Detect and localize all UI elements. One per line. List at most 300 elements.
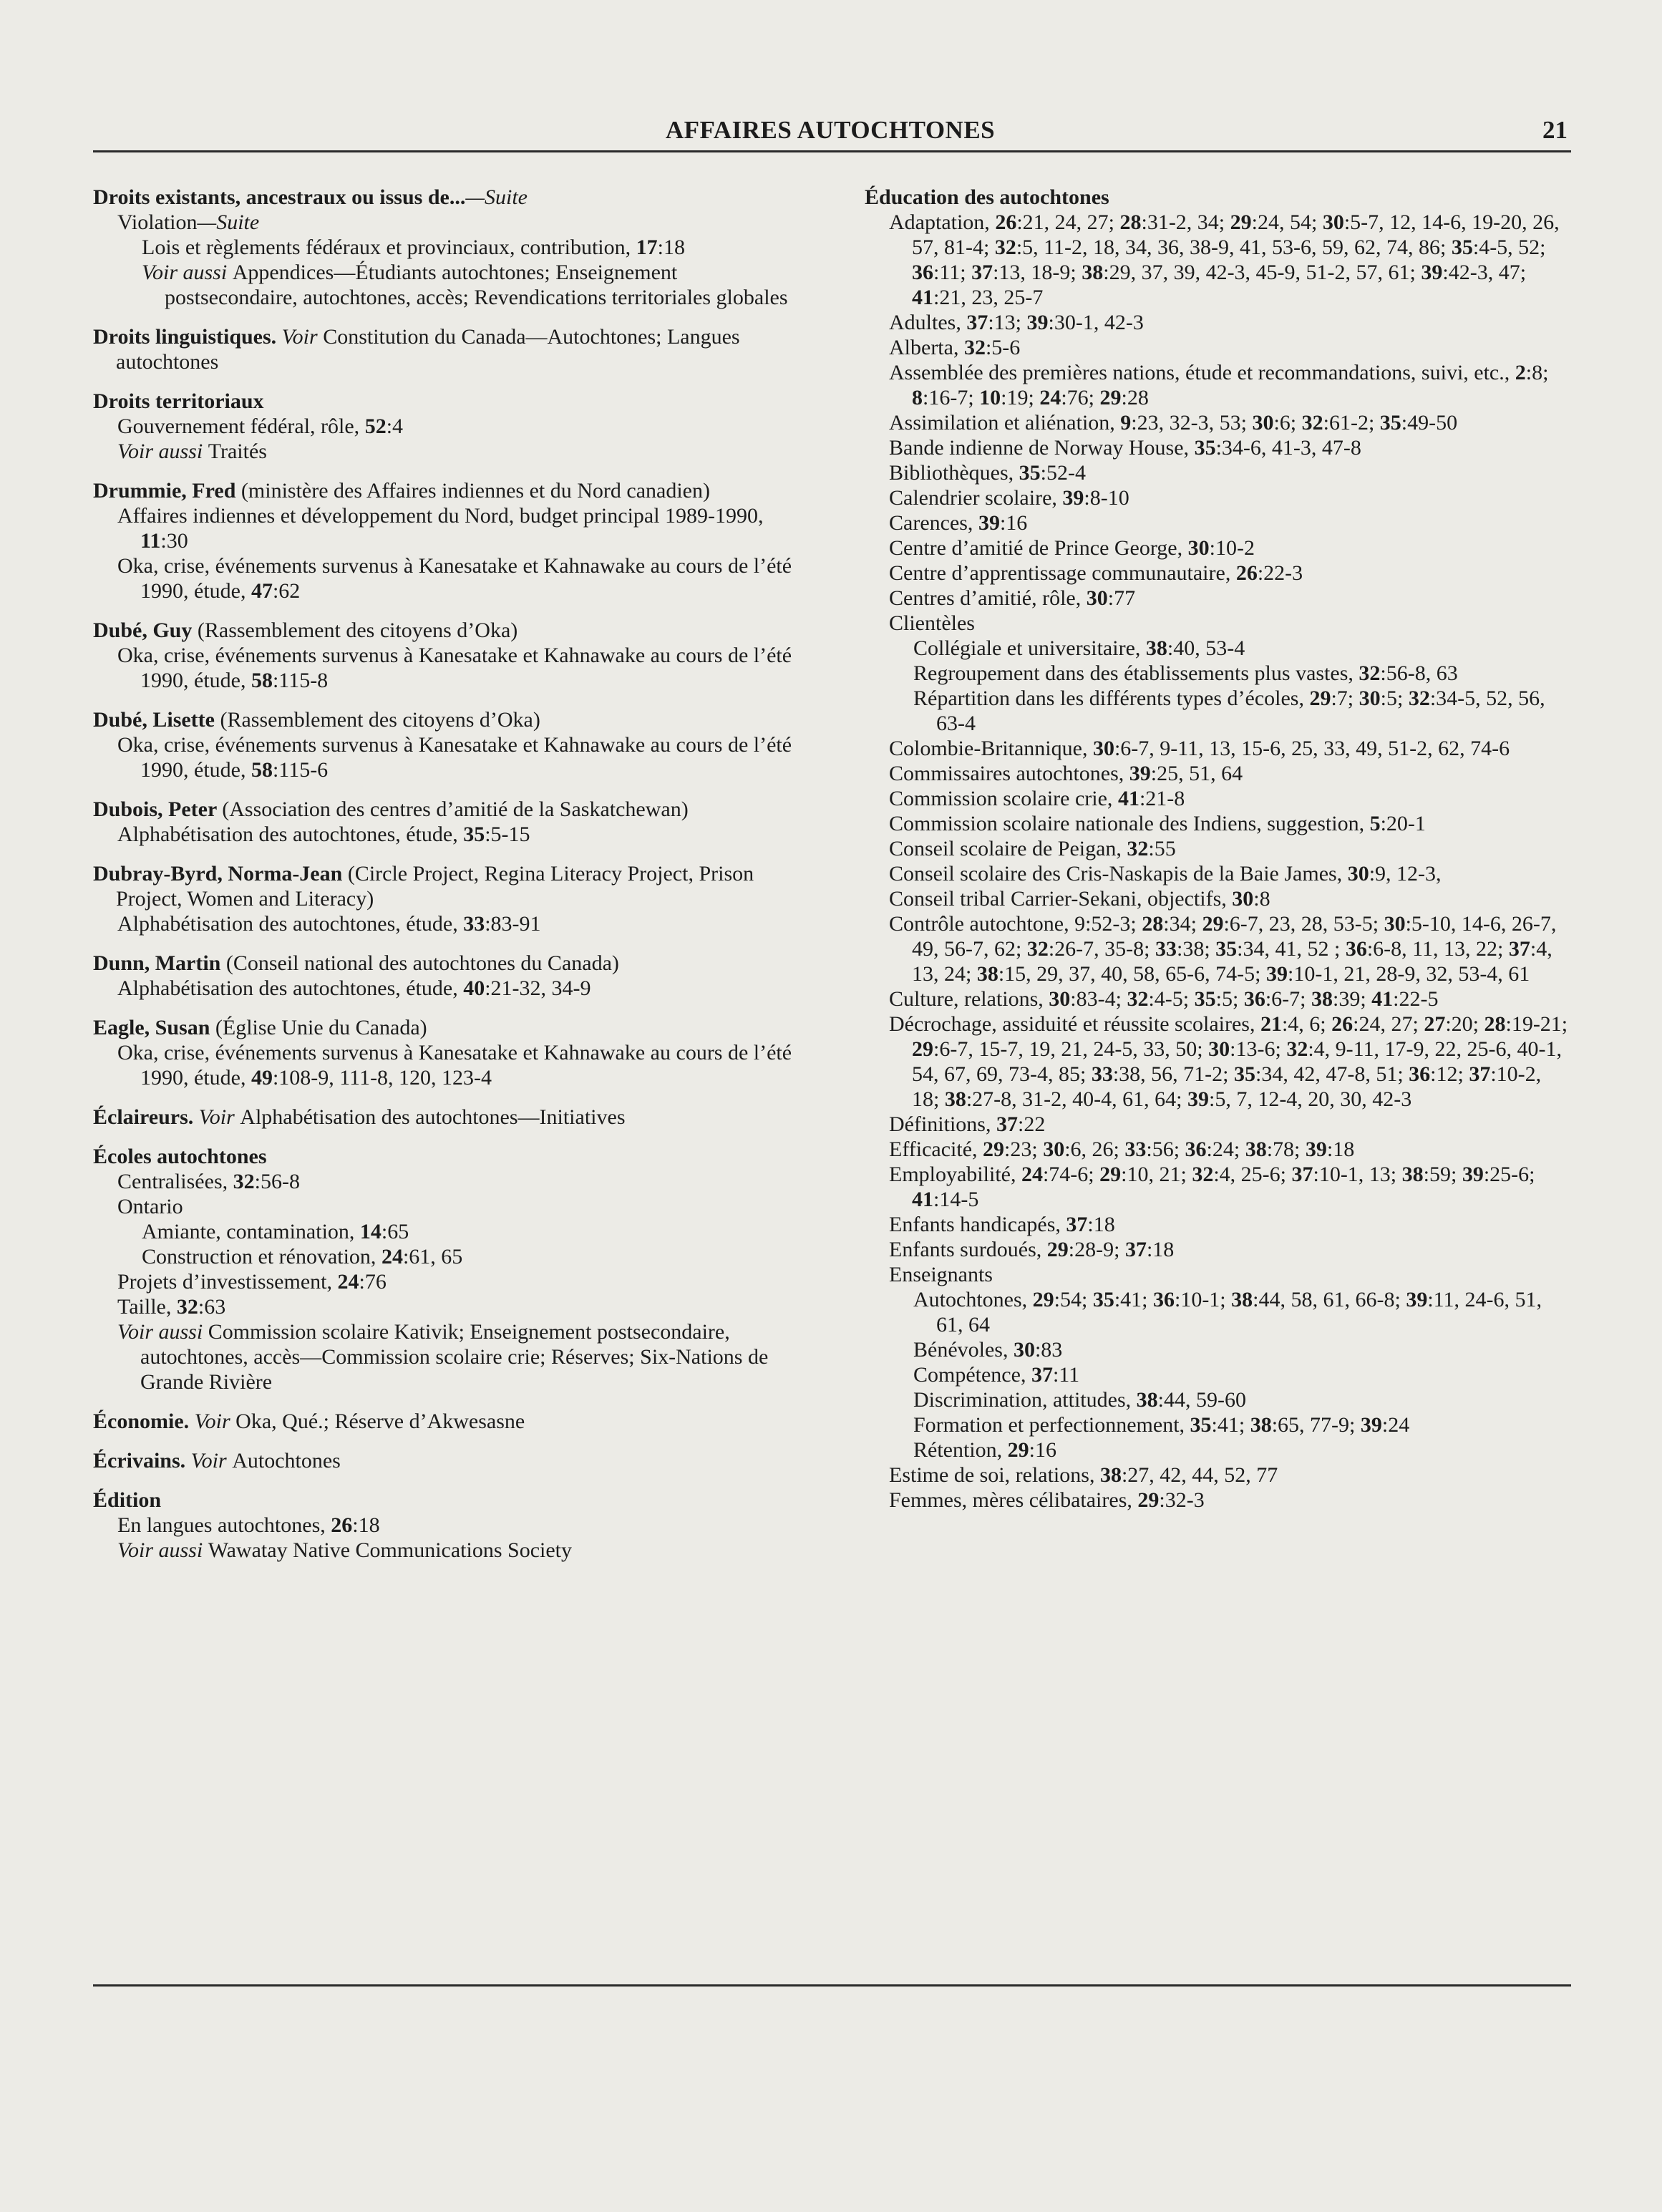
entry-heading-line bbox=[93, 618, 809, 643]
entry-heading: Droits existants, ancestraux ou issus de... bbox=[93, 185, 466, 209]
entry-heading: Édition bbox=[93, 1488, 162, 1512]
page-reference: Conseil scolaire de Peigan, bbox=[889, 837, 1127, 860]
cross-reference-target: Appendices—Étudiants autochtones; Enseignement postsecondaire, autochtones, accès; Revendications territoriales globales bbox=[165, 261, 788, 309]
page-reference: :7; bbox=[1331, 687, 1359, 710]
page-reference: Adultes, bbox=[889, 311, 967, 334]
entry-heading: Dubois, Peter bbox=[93, 797, 223, 821]
page-reference: :115-6 bbox=[272, 758, 329, 782]
entry-heading-line bbox=[93, 1409, 809, 1434]
page-reference: :18 bbox=[352, 1513, 380, 1537]
entry-heading-line bbox=[93, 1448, 809, 1473]
volume-number: 41 bbox=[912, 1188, 933, 1211]
footer-rule bbox=[93, 1984, 1571, 1987]
volume-number: 39 bbox=[1462, 1163, 1484, 1186]
page-reference: :21, 23, 25-7 bbox=[933, 286, 1044, 309]
page-reference: Oka, crise, événements survenus à Kanesatake et Kahnawake au cours de l’été 1990, étude, bbox=[117, 1041, 792, 1090]
page-reference: :44, 58, 61, 66-8; bbox=[1253, 1288, 1406, 1311]
page-reference: Bande indienne de Norway House, bbox=[889, 436, 1195, 460]
subentry-line bbox=[889, 1162, 1573, 1212]
subentry-line bbox=[889, 460, 1573, 485]
index-entry bbox=[93, 1144, 809, 1394]
subentry-line bbox=[889, 761, 1573, 786]
entry-heading: Écrivains. bbox=[93, 1449, 191, 1473]
page-reference: :56-8, 63 bbox=[1380, 661, 1458, 685]
page-reference: :8 bbox=[1253, 887, 1270, 911]
cross-reference-target: Commission scolaire Kativik; Enseignement postsecondaire, autochtones, accès—Commission scolaire crie; Réserves; Six-Nations de Grande Rivière bbox=[140, 1320, 769, 1394]
page-reference: Employabilité, bbox=[889, 1163, 1021, 1186]
volume-number: 21 bbox=[1260, 1012, 1282, 1036]
subentry-line bbox=[889, 1262, 1573, 1287]
entry-heading: Dubé, Guy bbox=[93, 619, 198, 642]
cross-reference-label: Voir bbox=[194, 1410, 236, 1433]
page-reference: :6-7, 23, 28, 53-5; bbox=[1223, 912, 1384, 936]
entry-heading: Dunn, Martin bbox=[93, 951, 226, 975]
entry-description: (Rassemblement des citoyens d’Oka) bbox=[220, 708, 540, 732]
page-reference: Alphabétisation des autochtones, étude, bbox=[117, 976, 464, 1000]
page-reference: :16-7; bbox=[923, 386, 980, 409]
volume-number: 26 bbox=[331, 1513, 353, 1537]
page-reference: :20-1 bbox=[1380, 812, 1426, 835]
volume-number: 33 bbox=[463, 912, 485, 936]
page-reference: :24, 27; bbox=[1353, 1012, 1424, 1036]
index-entry bbox=[93, 618, 809, 693]
subentry-line bbox=[889, 836, 1573, 861]
volume-number: 24 bbox=[337, 1270, 359, 1294]
volume-number: 2 bbox=[1515, 361, 1526, 384]
volume-number: 39 bbox=[978, 511, 1000, 535]
page-reference: :61, 65 bbox=[402, 1245, 463, 1268]
volume-number: 37 bbox=[971, 261, 993, 284]
volume-number: 29 bbox=[1309, 687, 1331, 710]
cross-reference-label: Voir aussi bbox=[117, 1320, 208, 1344]
index-entry bbox=[93, 478, 809, 603]
volume-number: 58 bbox=[251, 758, 273, 782]
cross-reference-target: Autochtones bbox=[232, 1449, 341, 1473]
page-reference: :4, 6; bbox=[1281, 1012, 1332, 1036]
subentry-line bbox=[117, 1169, 809, 1194]
page-reference: Commission scolaire crie, bbox=[889, 787, 1118, 810]
subentry-line bbox=[142, 260, 809, 310]
volume-number: 39 bbox=[1266, 962, 1288, 986]
volume-number: 14 bbox=[359, 1220, 382, 1243]
page-reference: :5; bbox=[1380, 687, 1409, 710]
page-reference: Formation et perfectionnement, bbox=[913, 1413, 1190, 1437]
subentry-line bbox=[117, 210, 809, 235]
volume-number: 10 bbox=[979, 386, 1001, 409]
volume-number: 33 bbox=[1124, 1137, 1147, 1161]
subentry-line bbox=[913, 661, 1573, 686]
page-number: 21 bbox=[1542, 116, 1568, 144]
page-reference: Centralisées, bbox=[117, 1170, 233, 1193]
volume-number: 39 bbox=[1406, 1288, 1428, 1311]
subentry-line bbox=[889, 210, 1573, 310]
page-reference: Carences, bbox=[889, 511, 978, 535]
cross-reference-target: Oka, Qué.; Réserve d’Akwesasne bbox=[235, 1410, 525, 1433]
volume-number: 29 bbox=[1032, 1288, 1054, 1311]
page-reference: :34-6, 41-3, 47-8 bbox=[1215, 436, 1361, 460]
entry-description: (Conseil national des autochtones du Canada) bbox=[225, 951, 619, 975]
subentry-text: Ontario bbox=[117, 1195, 183, 1218]
page-reference: :14-5 bbox=[933, 1188, 979, 1211]
volume-number: 39 bbox=[1305, 1137, 1327, 1161]
page-header bbox=[93, 116, 1568, 152]
subentry-line bbox=[117, 643, 809, 693]
page-reference: :26-7, 35-8; bbox=[1048, 937, 1155, 961]
page-reference: :76 bbox=[359, 1270, 387, 1294]
subentry-line bbox=[889, 986, 1573, 1012]
entry-description: (Circle Project, Regina Literacy Project, Prison Project, Women and Literacy) bbox=[116, 862, 754, 911]
page-reference: :28-9; bbox=[1068, 1238, 1125, 1261]
page-reference: :74-6; bbox=[1042, 1163, 1100, 1186]
page-reference: :16 bbox=[1029, 1438, 1056, 1462]
subentry-line bbox=[889, 1012, 1573, 1112]
index-entry bbox=[93, 185, 809, 310]
volume-number: 30 bbox=[1187, 536, 1210, 560]
page-reference: :56; bbox=[1146, 1137, 1185, 1161]
page-reference: :6; bbox=[1273, 411, 1302, 435]
page-reference: :6-7, 15-7, 19, 21, 24-5, 33, 50; bbox=[933, 1037, 1209, 1061]
volume-number: 41 bbox=[1117, 787, 1139, 810]
page-reference: :77 bbox=[1107, 586, 1136, 610]
subentry-line bbox=[117, 976, 809, 1001]
page-reference: :115-8 bbox=[272, 669, 329, 692]
subentry-line bbox=[117, 553, 809, 603]
page-reference: Répartition dans les différents types d’écoles, bbox=[913, 687, 1310, 710]
volume-number: 29 bbox=[983, 1137, 1005, 1161]
volume-number: 17 bbox=[636, 236, 658, 259]
page-reference: Collégiale et universitaire, bbox=[913, 636, 1146, 660]
page-reference: Amiante, contamination, bbox=[142, 1220, 360, 1243]
volume-number: 30 bbox=[1359, 687, 1381, 710]
entry-heading: Éducation des autochtones bbox=[865, 185, 1109, 209]
volume-number: 32 bbox=[1192, 1163, 1214, 1186]
subentry-line bbox=[889, 736, 1573, 761]
volume-number: 26 bbox=[1331, 1012, 1354, 1036]
volume-number: 35 bbox=[1190, 1413, 1212, 1437]
volume-number: 33 bbox=[1091, 1062, 1113, 1086]
page-reference: Alberta, bbox=[889, 336, 964, 359]
cross-reference-label: Voir bbox=[281, 325, 324, 349]
page-reference: :15, 29, 37, 40, 58, 65-6, 74-5; bbox=[998, 962, 1266, 986]
volume-number: 27 bbox=[1424, 1012, 1446, 1036]
page-reference: :29, 37, 39, 42-3, 45-9, 51-2, 57, 61; bbox=[1103, 261, 1422, 284]
index-entry bbox=[93, 1015, 809, 1090]
page-reference: :4, 25-6; bbox=[1213, 1163, 1292, 1186]
volume-number: 36 bbox=[1345, 937, 1367, 961]
cross-reference-label: Voir bbox=[198, 1105, 240, 1129]
subentry-line bbox=[117, 503, 809, 553]
cross-reference-target: Traités bbox=[208, 440, 267, 463]
page-reference: :76; bbox=[1061, 386, 1100, 409]
volume-number: 30 bbox=[1049, 987, 1071, 1011]
volume-number: 38 bbox=[1231, 1288, 1253, 1311]
page-reference: :54; bbox=[1054, 1288, 1093, 1311]
volume-number: 38 bbox=[1145, 636, 1167, 660]
index-entry bbox=[93, 1409, 809, 1434]
index-entry bbox=[93, 1448, 809, 1473]
volume-number: 29 bbox=[1230, 210, 1252, 234]
subentry-line bbox=[889, 861, 1573, 886]
volume-number: 37 bbox=[1066, 1213, 1088, 1236]
page-reference: :55 bbox=[1148, 837, 1176, 860]
index-column-right bbox=[865, 185, 1573, 1527]
subentry-line bbox=[117, 1513, 809, 1538]
entry-heading-line bbox=[93, 185, 809, 210]
subentry-line bbox=[889, 586, 1573, 611]
volume-number: 24 bbox=[381, 1245, 403, 1268]
volume-number: 11 bbox=[140, 529, 161, 553]
volume-number: 35 bbox=[1379, 411, 1401, 435]
index-entry bbox=[93, 1488, 809, 1563]
volume-number: 35 bbox=[1019, 461, 1041, 485]
page-reference: Conseil scolaire des Cris-Naskapis de la Baie James, bbox=[889, 862, 1348, 886]
page-reference: Commissaires autochtones, bbox=[889, 762, 1129, 785]
entry-description: (Église Unie du Canada) bbox=[215, 1016, 427, 1039]
page-reference: :13, 18-9; bbox=[993, 261, 1082, 284]
page-reference: :83-4; bbox=[1070, 987, 1127, 1011]
volume-number: 38 bbox=[1401, 1163, 1424, 1186]
volume-number: 38 bbox=[1099, 1463, 1122, 1487]
page-reference: :23, 32-3, 53; bbox=[1131, 411, 1253, 435]
volume-number: 30 bbox=[1086, 586, 1108, 610]
volume-number: 40 bbox=[463, 976, 485, 1000]
index-entry bbox=[93, 797, 809, 847]
page-reference: :4-5, 52; bbox=[1472, 236, 1546, 259]
volume-number: 39 bbox=[1129, 762, 1151, 785]
page-reference: :6, 26; bbox=[1064, 1137, 1125, 1161]
entry-heading-line bbox=[93, 1488, 809, 1513]
volume-number: 32 bbox=[1026, 937, 1049, 961]
page-reference: Assemblée des premières nations, étude et recommandations, suivi, etc., bbox=[889, 361, 1515, 384]
subentry-line bbox=[913, 686, 1573, 736]
volume-number: 58 bbox=[251, 669, 273, 692]
page-reference: :12; bbox=[1430, 1062, 1469, 1086]
page-reference: :27, 42, 44, 52, 77 bbox=[1121, 1463, 1278, 1487]
volume-number: 29 bbox=[1007, 1438, 1029, 1462]
cross-reference-target: Constitution du Canada—Autochtones; Langues autochtones bbox=[116, 325, 740, 374]
entry-heading-line bbox=[93, 951, 809, 976]
volume-number: 38 bbox=[1082, 261, 1104, 284]
volume-number: 37 bbox=[1124, 1238, 1147, 1261]
page-reference: Décrochage, assiduité et réussite scolaires, bbox=[889, 1012, 1260, 1036]
page-reference: :65 bbox=[381, 1220, 409, 1243]
cross-reference-label: Voir aussi bbox=[117, 1538, 208, 1562]
page-reference: :18 bbox=[657, 236, 685, 259]
volume-number: 24 bbox=[1021, 1163, 1043, 1186]
volume-number: 32 bbox=[1127, 987, 1149, 1011]
entry-heading: Écoles autochtones bbox=[93, 1145, 267, 1168]
volume-number: 38 bbox=[1311, 987, 1333, 1011]
subentry-line bbox=[889, 360, 1573, 410]
volume-number: 36 bbox=[1185, 1137, 1207, 1161]
volume-number: 30 bbox=[1347, 862, 1369, 886]
volume-number: 37 bbox=[1469, 1062, 1491, 1086]
page-reference: :9, 12-3, bbox=[1369, 862, 1442, 886]
page-reference: :5-6 bbox=[985, 336, 1021, 359]
page-reference: :21-8 bbox=[1139, 787, 1185, 810]
volume-number: 35 bbox=[463, 823, 485, 846]
page-reference: Femmes, mères célibataires, bbox=[889, 1488, 1138, 1512]
subentry-line bbox=[889, 485, 1573, 510]
page-reference: :11 bbox=[1052, 1363, 1080, 1387]
page-reference: :18 bbox=[1146, 1238, 1175, 1261]
volume-number: 37 bbox=[1031, 1363, 1053, 1387]
page-reference: :24; bbox=[1206, 1137, 1245, 1161]
volume-number: 30 bbox=[1252, 411, 1274, 435]
page-reference: Lois et règlements fédéraux et provinciaux, contribution, bbox=[142, 236, 636, 259]
subentry-line bbox=[117, 1319, 809, 1394]
volume-number: 32 bbox=[1286, 1037, 1308, 1061]
page-reference: :61-2; bbox=[1323, 411, 1380, 435]
page-reference: :13; bbox=[988, 311, 1027, 334]
page-reference: Oka, crise, événements survenus à Kanesatake et Kahnawake au cours de l’été 1990, étude, bbox=[117, 644, 792, 692]
page-reference: :41; bbox=[1211, 1413, 1250, 1437]
volume-number: 37 bbox=[1508, 937, 1530, 961]
cross-reference-target: Alphabétisation des autochtones—Initiatives bbox=[240, 1105, 626, 1129]
index-column-left bbox=[93, 185, 809, 1577]
continued-label: —Suite bbox=[197, 210, 260, 234]
page-reference: :21, 24, 27; bbox=[1016, 210, 1120, 234]
page-reference: :34, 41, 52 ; bbox=[1237, 937, 1346, 961]
volume-number: 28 bbox=[1484, 1012, 1506, 1036]
volume-number: 32 bbox=[1359, 661, 1381, 685]
page-reference: :23; bbox=[1004, 1137, 1044, 1161]
page-reference: :42-3, 47; bbox=[1442, 261, 1527, 284]
volume-number: 39 bbox=[1062, 486, 1084, 510]
page-reference: :39; bbox=[1332, 987, 1372, 1011]
page-reference: :10-1; bbox=[1174, 1288, 1232, 1311]
subentry-text: Enseignants bbox=[889, 1263, 993, 1286]
subentry-line bbox=[889, 1237, 1573, 1262]
subentry-line bbox=[889, 561, 1573, 586]
subentry-line bbox=[913, 1412, 1573, 1437]
subentry-line bbox=[117, 822, 809, 847]
volume-number: 30 bbox=[1013, 1338, 1035, 1362]
volume-number: 26 bbox=[1235, 561, 1258, 585]
subentry-line bbox=[889, 1212, 1573, 1237]
subentry-line bbox=[117, 1294, 809, 1319]
entry-heading-line bbox=[93, 797, 809, 822]
running-head: AFFAIRES AUTOCHTONES bbox=[665, 116, 996, 144]
page-reference: :10, 21; bbox=[1121, 1163, 1192, 1186]
entry-heading-line bbox=[93, 389, 809, 414]
volume-number: 30 bbox=[1232, 887, 1254, 911]
page-reference: :16 bbox=[999, 511, 1028, 535]
volume-number: 29 bbox=[912, 1037, 933, 1061]
subentry-line bbox=[889, 335, 1573, 360]
page-reference: Commission scolaire nationale des Indiens, suggestion, bbox=[889, 812, 1370, 835]
page-reference: :108-9, 111-8, 120, 123-4 bbox=[272, 1066, 492, 1090]
page-reference: :34, 42, 47-8, 51; bbox=[1255, 1062, 1409, 1086]
volume-number: 38 bbox=[1250, 1413, 1272, 1437]
page-reference: :27-8, 31-2, 40-4, 61, 64; bbox=[966, 1087, 1187, 1111]
volume-number: 39 bbox=[1360, 1413, 1382, 1437]
volume-number: 37 bbox=[1291, 1163, 1313, 1186]
subentry-text: Violation bbox=[117, 210, 198, 234]
index-entry bbox=[93, 861, 809, 936]
volume-number: 35 bbox=[1194, 436, 1216, 460]
subentry-line bbox=[117, 732, 809, 782]
page-reference: :10-1, 21, 28-9, 32, 53-4, 61 bbox=[1288, 962, 1530, 986]
cross-reference-label: Voir aussi bbox=[142, 261, 233, 284]
volume-number: 36 bbox=[1152, 1288, 1175, 1311]
page-reference: :6-7; bbox=[1265, 987, 1311, 1011]
subentry-line bbox=[889, 510, 1573, 535]
volume-number: 47 bbox=[251, 579, 273, 603]
page-reference: :30 bbox=[160, 529, 188, 553]
entry-description: (Rassemblement des citoyens d’Oka) bbox=[197, 619, 518, 642]
volume-number: 52 bbox=[364, 414, 387, 438]
subentry-line bbox=[889, 886, 1573, 911]
volume-number: 29 bbox=[1046, 1238, 1069, 1261]
volume-number: 41 bbox=[1371, 987, 1394, 1011]
page-reference: :32-3 bbox=[1159, 1488, 1205, 1512]
page-reference: Bénévoles, bbox=[913, 1338, 1014, 1362]
page-reference: Assimilation et aliénation, bbox=[889, 411, 1121, 435]
page-reference: :5-7, 12, 14-6, 19-20, 26, 57, 81-4; bbox=[912, 210, 1560, 259]
volume-number: 32 bbox=[994, 236, 1016, 259]
page-reference: :38; bbox=[1176, 937, 1216, 961]
page-reference: Colombie-Britannique, bbox=[889, 737, 1093, 760]
volume-number: 30 bbox=[1208, 1037, 1230, 1061]
subentry-line bbox=[913, 1387, 1573, 1412]
volume-number: 29 bbox=[1137, 1488, 1160, 1512]
page-reference: Centres d’amitié, rôle, bbox=[889, 586, 1087, 610]
page-reference: :49-50 bbox=[1401, 411, 1458, 435]
volume-number: 38 bbox=[976, 962, 998, 986]
page-reference: :22-5 bbox=[1393, 987, 1439, 1011]
subentry-line bbox=[889, 786, 1573, 811]
page-reference: :10-1, 13; bbox=[1313, 1163, 1402, 1186]
volume-number: 8 bbox=[912, 386, 923, 409]
page-reference: Bibliothèques, bbox=[889, 461, 1019, 485]
cross-reference-label: Voir bbox=[190, 1449, 233, 1473]
page-reference: Regroupement dans des établissements plus vastes, bbox=[913, 661, 1359, 685]
page-reference: :24 bbox=[1381, 1413, 1410, 1437]
volume-number: 35 bbox=[1451, 236, 1473, 259]
subentry-line bbox=[889, 1488, 1573, 1513]
subentry-line bbox=[913, 1362, 1573, 1387]
volume-number: 38 bbox=[1136, 1388, 1158, 1412]
volume-number: 28 bbox=[1119, 210, 1142, 234]
page-reference: :11; bbox=[933, 261, 972, 284]
volume-number: 35 bbox=[1234, 1062, 1255, 1086]
subentry-line bbox=[142, 235, 809, 260]
volume-number: 30 bbox=[1092, 737, 1114, 760]
page-reference: :8; bbox=[1525, 361, 1549, 384]
page-reference: Projets d’investissement, bbox=[117, 1270, 338, 1294]
page-reference: :10-2 bbox=[1209, 536, 1255, 560]
page-reference: En langues autochtones, bbox=[117, 1513, 331, 1537]
subentry-line bbox=[889, 811, 1573, 836]
volume-number: 5 bbox=[1369, 812, 1381, 835]
subentry-line bbox=[117, 1269, 809, 1294]
volume-number: 36 bbox=[912, 261, 933, 284]
entry-heading-line bbox=[93, 861, 809, 911]
page-reference: :5, 7, 12-4, 20, 30, 42-3 bbox=[1208, 1087, 1412, 1111]
volume-number: 24 bbox=[1039, 386, 1061, 409]
page-reference: :83-91 bbox=[485, 912, 541, 936]
page-reference: Centre d’amitié de Prince George, bbox=[889, 536, 1188, 560]
subentry-line bbox=[889, 1137, 1573, 1162]
entry-heading: Eagle, Susan bbox=[93, 1016, 215, 1039]
volume-number: 35 bbox=[1215, 937, 1238, 961]
volume-number: 39 bbox=[1026, 311, 1049, 334]
entry-description: (Association des centres d’amitié de la Saskatchewan) bbox=[222, 797, 689, 821]
page-reference: :83 bbox=[1034, 1338, 1063, 1362]
page-reference: :56-8 bbox=[254, 1170, 300, 1193]
entry-heading: Économie. bbox=[93, 1410, 195, 1433]
